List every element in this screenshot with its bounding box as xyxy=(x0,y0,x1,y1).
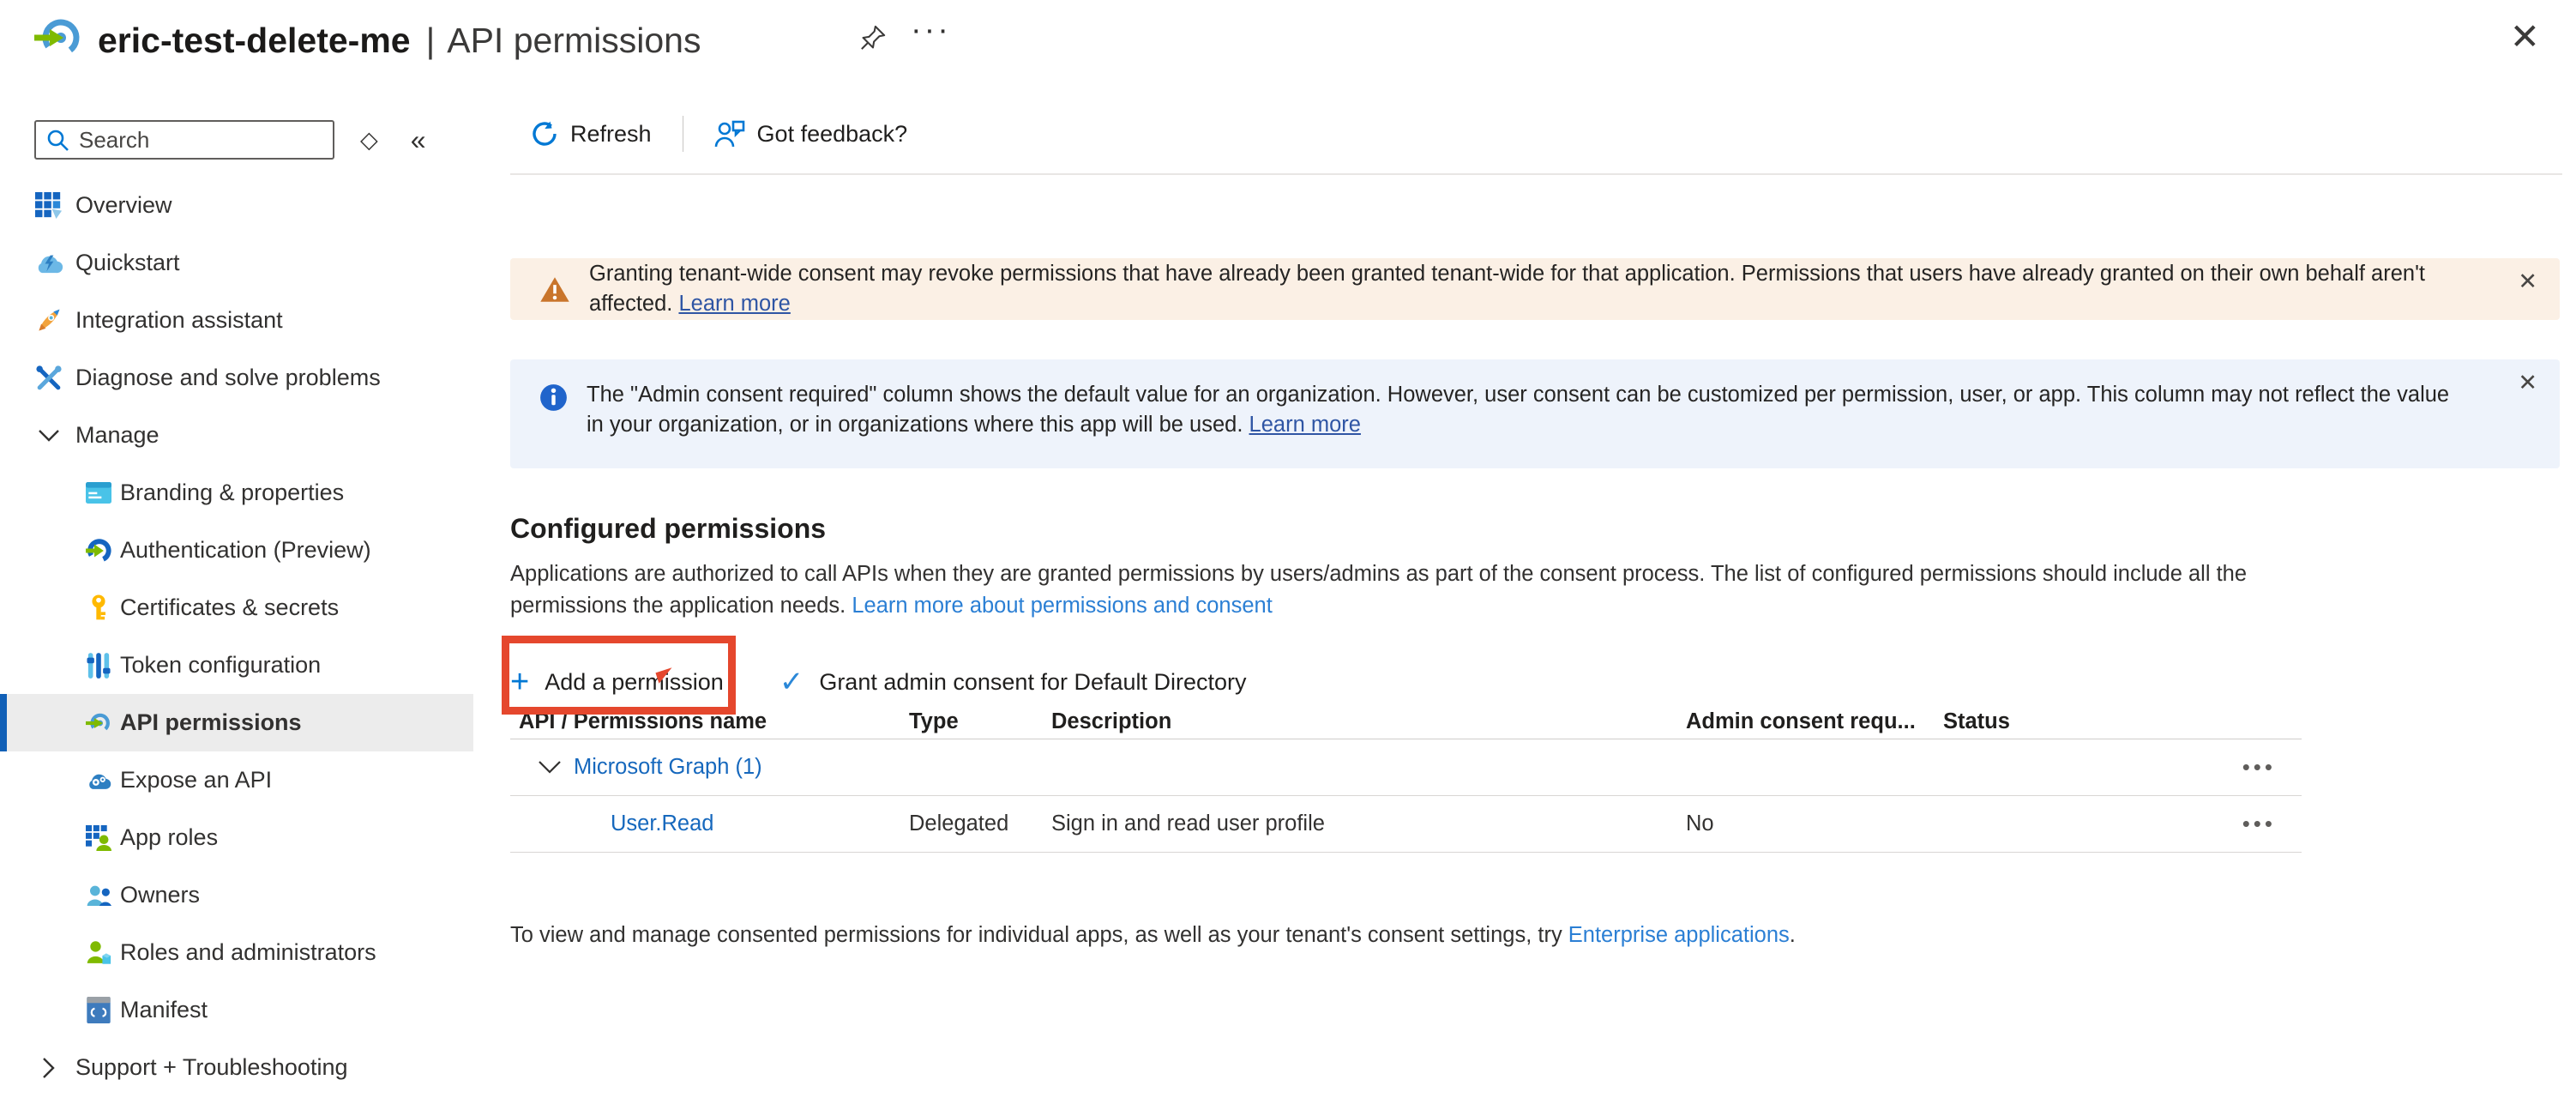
grid-person-icon xyxy=(86,825,111,851)
feedback-button[interactable] xyxy=(714,120,908,148)
column-header-type: Type xyxy=(909,709,959,733)
sidebar-item-label: Integration assistant xyxy=(75,307,283,333)
check-icon: ✓ xyxy=(779,666,804,698)
command-bar xyxy=(510,94,2562,175)
api-group-link[interactable]: Microsoft Graph (1) xyxy=(574,755,762,779)
rocket-icon xyxy=(34,307,63,335)
feedback-label: Got feedback? xyxy=(756,120,908,147)
sidebar-item-owners[interactable] xyxy=(0,866,480,924)
chevron-right-icon xyxy=(34,1057,63,1079)
info-close-icon[interactable]: ✕ xyxy=(2518,370,2537,395)
column-header-description: Description xyxy=(1051,709,1172,733)
sidebar-item-label: Manifest xyxy=(120,997,208,1023)
row-menu-icon[interactable]: ••• xyxy=(2242,811,2276,836)
sidebar-item-authentication[interactable] xyxy=(0,522,480,579)
sidebar-group-manage[interactable] xyxy=(0,407,480,464)
section-title: Configured permissions xyxy=(510,513,827,544)
quickstart-icon xyxy=(34,252,63,274)
manifest-document-icon xyxy=(86,997,111,1023)
sidebar-group-label: Support + Troubleshooting xyxy=(75,1054,348,1080)
row-menu-icon[interactable]: ••• xyxy=(2242,754,2276,780)
sliders-icon xyxy=(86,652,111,679)
plus-icon: + xyxy=(510,664,530,700)
sidebar-group-support[interactable] xyxy=(0,1039,480,1096)
add-permission-button[interactable] xyxy=(510,660,724,704)
column-header-admin-consent: Admin consent requ... xyxy=(1686,709,1916,733)
title-separator: | xyxy=(425,21,436,60)
sidebar-nav xyxy=(0,177,480,1096)
column-header-status: Status xyxy=(1943,709,2010,733)
sidebar-item-certificates[interactable] xyxy=(0,579,480,636)
sidebar-item-label: Diagnose and solve problems xyxy=(75,365,381,390)
search-box[interactable] xyxy=(34,120,334,160)
permissions-consent-link[interactable]: Learn more about permissions and consent xyxy=(852,594,1273,618)
sidebar-item-app-roles[interactable] xyxy=(0,809,480,866)
person-cube-icon xyxy=(86,940,111,965)
sidebar-item-manifest[interactable] xyxy=(0,981,480,1039)
info-text: The "Admin consent required" column shows the default value for an organization. However, user consent can be customized per permission, user, or app. This column may not reflect the value in your organization, or in organizations where this app will be used. Learn more xyxy=(587,383,2450,437)
permission-link[interactable]: User.Read xyxy=(611,811,714,836)
main-content xyxy=(480,94,2576,948)
sidebar-item-label: Overview xyxy=(75,192,172,218)
info-learn-more-link[interactable]: Learn more xyxy=(1249,413,1361,437)
table-header xyxy=(510,704,2302,739)
grant-admin-consent-button[interactable] xyxy=(779,667,1247,697)
add-permission-label: Add a permission xyxy=(545,668,724,695)
group-cell xyxy=(510,755,2149,780)
pin-icon[interactable] xyxy=(859,24,887,56)
refresh-label: Refresh xyxy=(570,120,652,147)
sidebar-item-label: App roles xyxy=(120,824,219,850)
sidebar-item-overview[interactable] xyxy=(0,177,480,234)
sidebar-item-token-configuration[interactable] xyxy=(0,636,480,694)
sidebar-item-integration-assistant[interactable] xyxy=(0,292,480,349)
sort-toggle-icon[interactable]: ◇ xyxy=(360,126,378,153)
enterprise-applications-link[interactable]: Enterprise applications xyxy=(1568,923,1790,947)
close-blade-icon[interactable]: ✕ xyxy=(2509,16,2540,57)
table-row-group xyxy=(510,739,2302,796)
overview-icon xyxy=(34,192,63,220)
search-input[interactable] xyxy=(77,126,322,154)
people-icon xyxy=(86,884,111,907)
warning-close-icon[interactable]: ✕ xyxy=(2518,268,2537,294)
table-row-permission xyxy=(510,796,2302,853)
sidebar-item-diagnose[interactable] xyxy=(0,349,480,407)
column-header-api-name: API / Permissions name xyxy=(519,709,767,733)
sidebar-item-label: Branding & properties xyxy=(120,480,345,505)
tools-icon xyxy=(34,365,63,391)
refresh-icon xyxy=(531,120,558,148)
sidebar-item-label: Roles and administrators xyxy=(120,939,376,965)
expand-chevron-icon[interactable] xyxy=(538,760,562,775)
key-icon xyxy=(86,594,111,622)
section-description: Applications are authorized to call APIs when they are granted permissions by users/admins as part of the consent process. The list of configured permissions should include all the permissions the application needs. Learn more about permissions and consent xyxy=(510,562,2248,618)
permission-admin-consent: No xyxy=(1686,811,1714,836)
sidebar-item-label: Owners xyxy=(120,882,201,908)
sidebar-item-expose-api[interactable] xyxy=(0,751,480,809)
footer-note: To view and manage consented permissions for individual apps, as well as your tenant's consent settings, try Enterprise applications. xyxy=(510,923,1796,947)
permissions-table xyxy=(510,704,2302,853)
actions-row xyxy=(510,660,2576,704)
permission-type: Delegated xyxy=(909,811,1009,836)
sidebar-search-row xyxy=(34,120,480,160)
more-commands-icon[interactable]: ··· xyxy=(911,12,951,48)
sidebar-group-label: Manage xyxy=(75,422,159,448)
page-header xyxy=(0,0,2576,94)
sidebar-item-label: Authentication (Preview) xyxy=(120,537,371,563)
blade-name: API permissions xyxy=(447,21,701,60)
feedback-icon xyxy=(714,120,745,148)
info-banner xyxy=(510,359,2560,468)
warning-learn-more-link[interactable]: Learn more xyxy=(678,292,791,316)
sidebar xyxy=(0,94,480,1098)
sidebar-item-label: Token configuration xyxy=(120,652,322,678)
browser-window-icon xyxy=(86,481,111,504)
app-name: eric-test-delete-me xyxy=(98,21,411,60)
sidebar-item-label: Quickstart xyxy=(75,250,180,275)
warning-icon xyxy=(539,276,570,303)
api-permissions-icon xyxy=(86,709,111,737)
sidebar-item-quickstart[interactable] xyxy=(0,234,480,292)
grant-consent-label: Grant admin consent for Default Directory xyxy=(819,668,1247,695)
sidebar-item-label: Expose an API xyxy=(120,767,273,793)
sidebar-item-label: Certificates & secrets xyxy=(120,594,340,620)
permission-description: Sign in and read user profile xyxy=(1051,811,1325,836)
sidebar-item-label: API permissions xyxy=(120,709,302,735)
sidebar-item-roles-administrators[interactable] xyxy=(0,924,480,981)
app-registration-icon xyxy=(34,14,82,66)
warning-banner xyxy=(510,258,2560,320)
refresh-button[interactable] xyxy=(531,120,652,148)
info-icon xyxy=(539,383,568,412)
authentication-icon xyxy=(86,537,111,564)
collapse-menu-icon[interactable]: « xyxy=(410,124,426,155)
sidebar-item-api-permissions[interactable] xyxy=(0,694,473,751)
sidebar-item-branding[interactable] xyxy=(0,464,480,522)
warning-text: Granting tenant-wide consent may revoke permissions that have already been granted tenant-wide for that application. Permissions that users have already granted on their own behalf aren't affected. Learn more xyxy=(589,262,2426,316)
page-title xyxy=(98,21,701,61)
cloud-gears-icon xyxy=(86,770,111,791)
chevron-down-icon xyxy=(34,429,63,443)
search-icon xyxy=(46,129,69,151)
